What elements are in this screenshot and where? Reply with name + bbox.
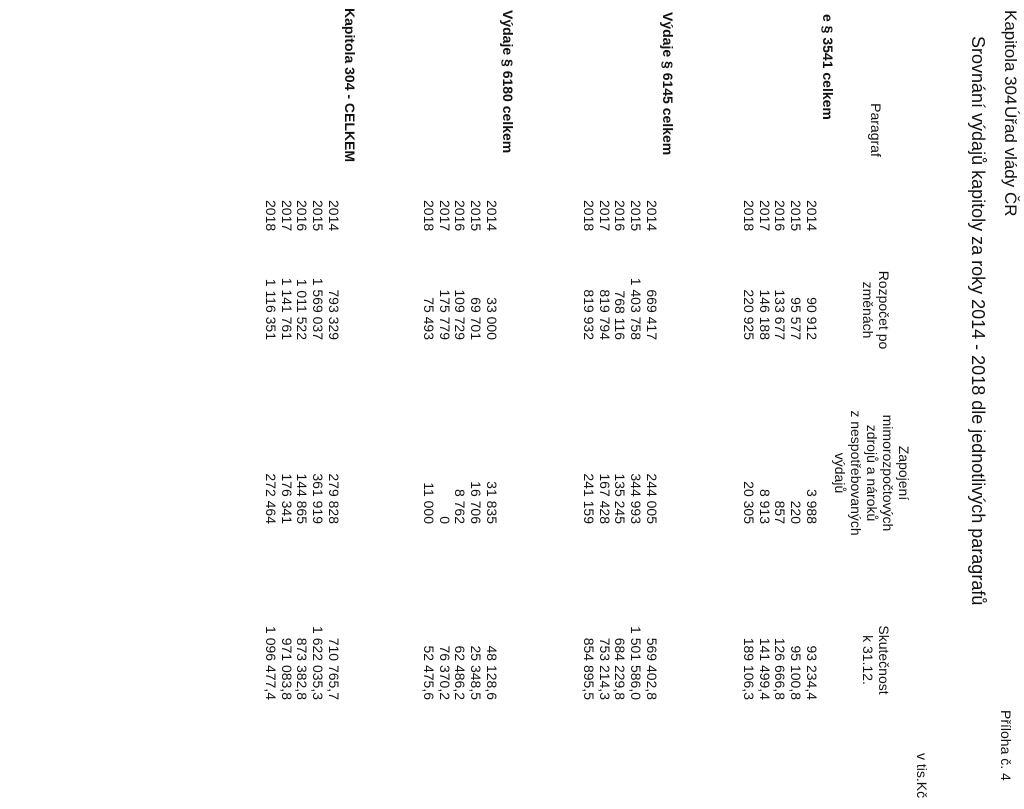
actual-cell: 62 486,2	[452, 645, 469, 700]
adjustment-cell: 8 762	[452, 488, 469, 524]
year-cell: 2014	[804, 200, 820, 232]
column-header-paragraph	[868, 70, 884, 190]
budget-cell: 1 141 761	[278, 277, 295, 340]
budget-cell: 793 329	[326, 289, 342, 340]
budget-cell: 819 794	[596, 289, 613, 340]
year-cell: 2018	[580, 200, 597, 232]
adjustment-cell: 31 835	[484, 481, 500, 524]
budget-cell: 75 493	[420, 297, 437, 340]
chapter-name: Úřad vlády ČR	[1001, 106, 1020, 217]
actual-cell: 1 096 477,4	[262, 626, 279, 700]
actual-cell: 141 499,4	[756, 637, 773, 700]
adjustment-cell: 176 341	[278, 473, 295, 524]
section-label: Výdaje § 6180 celkem	[500, 10, 516, 154]
adjustment-cell: 361 919	[310, 473, 327, 524]
budget-cell: 90 912	[804, 297, 820, 340]
actual-cell: 854 895,5	[580, 637, 597, 700]
unit-label: v tis.Kč	[914, 753, 930, 799]
adjustment-cell: 344 993	[628, 473, 645, 524]
actual-cell: 93 234,4	[804, 645, 820, 700]
year-cell: 2014	[326, 200, 342, 232]
budget-cell: 1 011 522	[294, 278, 311, 340]
actual-cell: 95 100,8	[788, 645, 805, 700]
adjustment-cell: 144 865	[294, 473, 311, 524]
actual-cell: 684 229,8	[612, 637, 629, 700]
actual-cell: 52 475,6	[420, 645, 437, 700]
actual-cell: 25 348,5	[468, 645, 485, 700]
actual-cell: 1 501 586,0	[628, 626, 645, 700]
budget-cell: 69 701	[468, 297, 485, 340]
year-cell: 2014	[644, 200, 660, 232]
year-cell: 2015	[628, 200, 645, 232]
header-line: Skutečnost	[876, 625, 892, 695]
header-line: Rozpočet po	[876, 270, 892, 350]
header-line: změnách	[860, 281, 876, 339]
budget-cell: 175 779	[436, 289, 453, 340]
actual-cell: 126 666,8	[772, 637, 789, 700]
adjustment-cell: 8 913	[756, 488, 773, 524]
adjustment-cell: 272 464	[262, 473, 279, 524]
year-cell: 2018	[420, 200, 437, 232]
year-cell: 2015	[788, 200, 805, 232]
column-header-actual	[860, 600, 892, 720]
year-cell: 2018	[740, 200, 757, 232]
adjustment-cell: 20 305	[740, 481, 757, 524]
year-cell: 2015	[310, 200, 327, 232]
budget-cell: 133 677	[772, 289, 789, 340]
adjustment-cell: 135 245	[612, 473, 629, 524]
column-header-adjustment	[832, 398, 912, 548]
adjustment-cell: 16 706	[468, 481, 485, 524]
adjustment-cell: 241 159	[580, 473, 597, 524]
budget-cell: 669 417	[644, 289, 660, 340]
adjustment-cell: 857	[772, 500, 789, 524]
column-header-budget	[860, 245, 892, 375]
budget-cell: 33 000	[484, 297, 500, 340]
header-line: k 31.12.	[860, 635, 876, 685]
year-cell: 2015	[468, 200, 485, 232]
adjustment-cell: 167 428	[596, 473, 613, 524]
report-title: Srovnání výdajů kapitoly za roky 2014 - 2018 dle jednotlivých paragrafů	[968, 36, 988, 606]
year-cell: 2017	[436, 200, 453, 232]
actual-cell: 48 128,6	[484, 645, 500, 700]
appendix-label: Příloha č. 4	[998, 710, 1014, 781]
adjustment-cell: 279 828	[326, 473, 342, 524]
section-label: Výdaje § 6145 celkem	[660, 12, 676, 156]
adjustment-cell: 0	[436, 516, 453, 524]
section-label: Kapitola 304 - CELKEM	[342, 8, 358, 163]
actual-cell: 76 370,2	[436, 645, 453, 700]
adjustment-cell: 220	[788, 500, 805, 524]
adjustment-cell: 11 000	[420, 482, 437, 524]
year-cell: 2016	[452, 200, 469, 232]
header-line: mimorozpočtových	[880, 414, 896, 532]
header-line: zdrojů a nároků	[864, 424, 880, 522]
budget-cell: 1 403 758	[628, 277, 645, 340]
actual-cell: 710 765,7	[326, 637, 342, 700]
year-cell: 2017	[596, 200, 613, 232]
header-line: výdajů	[832, 452, 848, 494]
budget-cell: 109 729	[452, 289, 469, 340]
year-cell: 2014	[484, 200, 500, 232]
budget-cell: 95 577	[788, 297, 805, 340]
year-cell: 2018	[262, 200, 279, 232]
year-cell: 2016	[772, 200, 789, 232]
year-cell: 2016	[612, 200, 629, 232]
header-line: z nespotřebovaných	[848, 410, 864, 536]
actual-cell: 971 083,8	[278, 637, 295, 700]
budget-cell: 220 925	[740, 289, 757, 340]
header-line: Paragraf	[868, 103, 884, 157]
actual-cell: 1 622 035,3	[310, 626, 327, 700]
year-cell: 2017	[278, 200, 295, 232]
adjustment-cell: 244 005	[644, 473, 660, 524]
budget-cell: 819 932	[580, 289, 597, 340]
chapter-number: Kapitola 304	[1001, 10, 1020, 105]
section-label: e § 3541 celkem	[820, 14, 836, 120]
year-cell: 2017	[756, 200, 773, 232]
budget-cell: 1 569 037	[310, 277, 327, 340]
budget-cell: 146 188	[756, 289, 773, 340]
header-line: Zapojení	[896, 445, 912, 501]
year-cell: 2016	[294, 200, 311, 232]
actual-cell: 569 402,8	[644, 637, 660, 700]
budget-cell: 768 116	[612, 290, 629, 340]
budget-cell: 1 116 351	[262, 278, 279, 340]
actual-cell: 753 214,3	[596, 637, 613, 700]
actual-cell: 873 382,8	[294, 637, 311, 700]
actual-cell: 189 106,3	[740, 637, 757, 700]
adjustment-cell: 3 988	[804, 488, 820, 524]
